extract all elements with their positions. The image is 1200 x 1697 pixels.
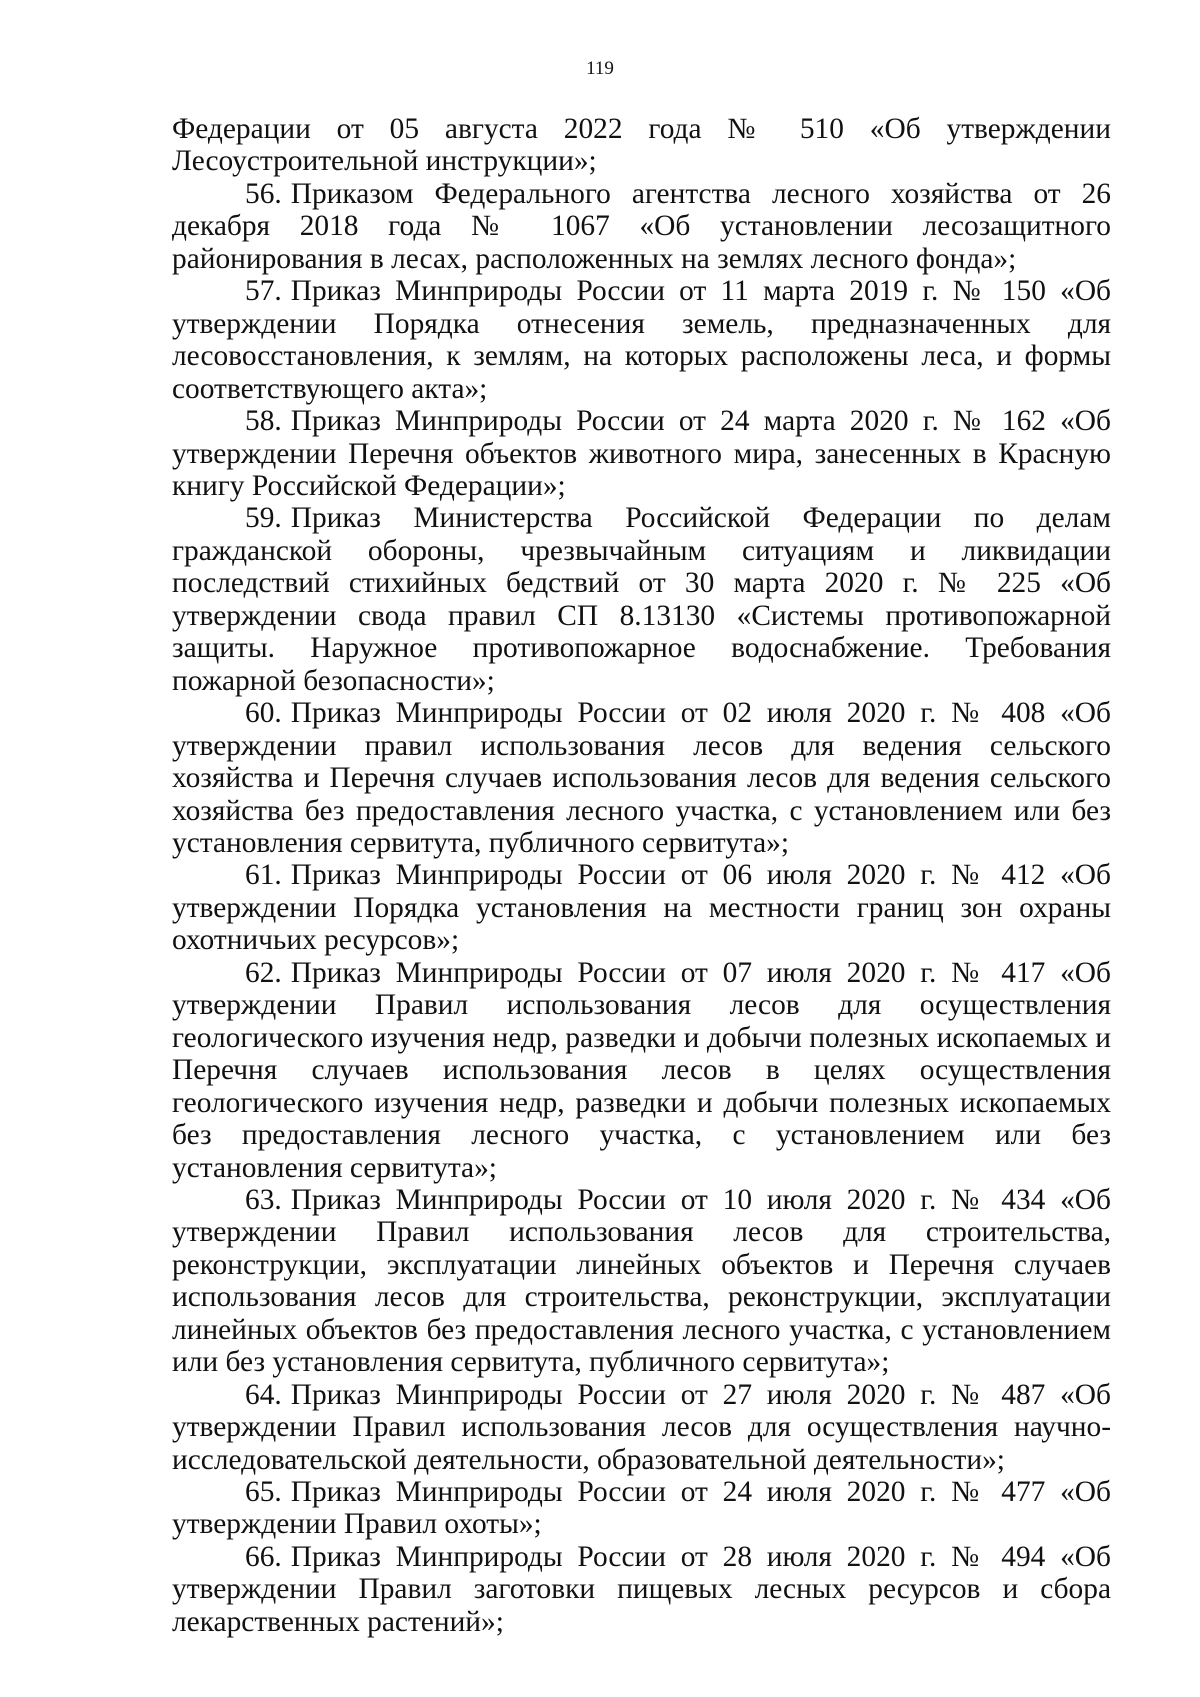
page-number: 119 [586,58,614,79]
list-item-number: 58. [245,405,282,438]
list-item [172,405,1111,502]
list-item-text: Приказ Минприроды России от 27 июля 2020 г. № 487 «Об утверждении Правил использования лесов для осуществления научно-исследовательской деятельности, образовательной деятельности»; [172,1378,1111,1476]
list-item-number: 62. [245,956,282,989]
list-item [172,859,1111,956]
list-item-number: 64. [245,1378,282,1411]
list-item-text: Приказ Минприроды России от 28 июля 2020 г. № 494 «Об утверждении Правил заготовки пищевых лесных ресурсов и сбора лекарственных растений»; [172,1540,1111,1638]
list-item-continuation [172,113,1111,178]
list-item-text: Приказ Минприроды России от 24 июля 2020 г. № 477 «Об утверждении Правил охоты»; [172,1476,1111,1541]
list-item-text: Приказ Минприроды России от 10 июля 2020 г. № 434 «Об утверждении Правил использования лесов для строительства, реконструкции, эксплуатации линейных объектов и Перечня случаев использования лесов для строительства, реконструкции, эксплуатации линейных объектов без предоставления лесного участка, с установлением или без установления сервитута, публичного сервитута»; [172,1183,1111,1379]
list-item [172,1476,1111,1541]
list-item-text: Приказом Федерального агентства лесного хозяйства от 26 декабря 2018 года № 1067 «Об установлении лесозащитного районирования в лесах, расположенных на землях лесного фонда»; [172,177,1111,275]
list-item-number: 57. [245,275,282,308]
list-item-text: Приказ Минприроды России от 06 июля 2020 г. № 412 «Об утверждении Порядка установления на местности границ зон охраны охотничьих ресурсов»; [172,859,1111,957]
list-item [172,502,1111,697]
list-item [172,1184,1111,1379]
list-item-text: Приказ Министерства Российской Федерации по делам гражданской обороны, чрезвычайным ситуациям и ликвидации последствий стихийных бедствий от 30 марта 2020 г. № 225 «Об утверждении свода правил СП 8.13130 «Системы противопожарной защиты. Наружное противопожарное водоснабжение. Требования пожарной безопасности»; [172,502,1111,697]
list-item-text: Приказ Минприроды России от 24 марта 2020 г. № 162 «Об утверждении Перечня объектов животного мира, занесенных в Красную книгу Российской Федерации»; [172,405,1111,502]
list-item-text: Федерации от 05 августа 2022 года № 510 «Об утверждении Лесоустроительной инструкции»; [172,113,1111,178]
list-item [172,1541,1111,1638]
list-item-text: Приказ Минприроды России от 02 июля 2020 г. № 408 «Об утверждении правил использования лесов для ведения сельского хозяйства и Перечня случаев использования лесов для ведения сельского хозяйства без предоставления лесного участка, с установлением или без установления сервитута, публичного сервитута»; [172,697,1111,859]
list-item-number: 56. [245,177,282,210]
list-item-number: 65. [245,1476,282,1509]
list-item-number: 59. [245,502,282,535]
list-item-number: 63. [245,1183,282,1216]
list-item-text: Приказ Минприроды России от 11 марта 2019 г. № 150 «Об утверждении Порядка отнесения земель, предназначенных для лесовосстановления, к землям, на которых расположены леса, и формы соответствующего акта»; [172,275,1111,405]
list-item [172,178,1111,275]
list-item-number: 60. [245,697,282,730]
document-body [172,113,1111,1638]
list-item-number: 61. [245,859,282,892]
list-item-text: Приказ Минприроды России от 07 июля 2020 г. № 417 «Об утверждении Правил использования лесов для осуществления геологического изучения недр, разведки и добычи полезных ископаемых и Перечня случаев использования лесов в целях осуществления геологического изучения недр, разведки и добычи полезных ископаемых без предоставления лесного участка, с установлением или без установления сервитута»; [172,956,1111,1184]
list-item [172,1379,1111,1476]
list-item [172,275,1111,405]
list-item-number: 66. [245,1540,282,1573]
list-item [172,957,1111,1184]
list-item [172,697,1111,859]
